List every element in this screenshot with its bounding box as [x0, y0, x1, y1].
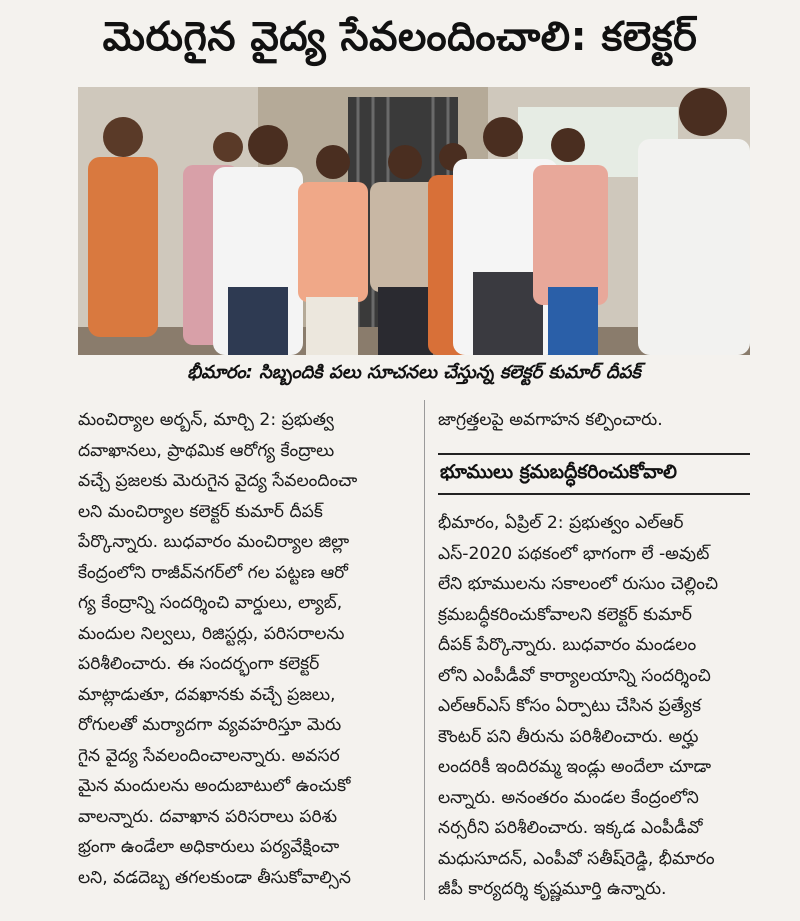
- text-line: వాలన్నారు. దవాఖాన పరిసరాలు పరిశు: [78, 806, 338, 827]
- text-line: గ్య కేంద్రాన్ని సందర్శించి వార్డులు, ల్యాబ్,: [78, 593, 343, 613]
- text-line: మాట్లాడుతూ, దవఖానకు వచ్చే ప్రజలు,: [78, 684, 336, 705]
- text-line: మంచిర్యాల అర్బన్, మార్చి 2: ప్రభుత్వ: [78, 410, 334, 430]
- text-line: ఎల్‌ఆర్‌ఎస్ కోసం ఏర్పాటు చేసిన ప్రత్యేక: [438, 696, 701, 716]
- news-photo: [78, 87, 750, 355]
- text-line: వచ్చే ప్రజలకు మెరుగైన వైద్య సేవలందించా: [78, 471, 358, 491]
- text-line: కౌంటర్ పని తీరును పరిశీలించారు. అర్హు: [438, 726, 699, 747]
- text-line: దీపక్ పేర్కొన్నారు. బుధవారం మండలం: [438, 635, 697, 655]
- text-line: నర్సరీని పరిశీలించారు. ఇక్కడ ఎంపీడీవో: [438, 818, 703, 838]
- text-line: దవాఖానలు, ప్రాథమిక ఆరోగ్య కేంద్రాలు: [78, 440, 335, 461]
- text-line: మధుసూదన్, ఎంపీవో సతీష్‌రెడ్డి, భీమారం: [438, 848, 715, 869]
- subheading: భూములు క్రమబద్ధీకరించుకోవాలి: [440, 460, 677, 483]
- text-line: భ్రంగా ఉండేలా అధికారులు పర్యవేక్షించా: [78, 837, 340, 857]
- text-line: మందుల నిల్వలు, రిజిస్టర్లు, పరిసరాలను: [78, 623, 345, 644]
- photo-caption: భీమారం: సిబ్బందికి పలు సూచనలు చేస్తున్న కలెక్టర్ కుమార్ దీపక్: [187, 362, 641, 383]
- text-line: పరిశీలించారు. ఈ సందర్భంగా కలెక్టర్: [78, 654, 320, 674]
- column-divider: [424, 400, 425, 900]
- article-body-column-1: [78, 405, 413, 893]
- photo-illustration: [78, 87, 750, 355]
- subheading-box: [438, 453, 750, 495]
- text-line: కేంద్రంలోని రాజీవ్‌నగర్‌లో గల పట్టణ ఆరో: [78, 562, 348, 583]
- article-body-column-2: [438, 508, 750, 905]
- text-line: లన్నారు. అనంతరం మండల కేంద్రంలోని: [438, 787, 699, 808]
- headline: మెరుగైన వైద్య సేవలందించాలి: కలెక్టర్: [102, 14, 698, 60]
- text-line: రోగులతో మర్యాదగా వ్యవహరిస్తూ మెరు: [78, 715, 342, 735]
- text-line: లోని ఎంపీడీవో కార్యాలయాన్ని సందర్శించి: [438, 665, 711, 686]
- text-line: జీపీ కార్యదర్శి కృష్ణమూర్తి ఉన్నారు.: [438, 879, 667, 899]
- text-line: క్రమబద్ధీకరించుకోవాలని కలెక్టర్ కుమార్: [438, 604, 692, 625]
- text-line: మైన మందులను అందుబాటులో ఉంచుకో: [78, 776, 351, 796]
- text-line: లందరికీ ఇందిరమ్మ ఇండ్లు అందేలా చూడా: [438, 757, 712, 777]
- text-line: పేర్కొన్నారు. బుధవారం మంచిర్యాల జిల్లా: [78, 532, 350, 552]
- text-line: లని మంచిర్యాల కలెక్టర్ కుమార్ దీపక్: [78, 501, 323, 522]
- article-continuation: [438, 405, 750, 436]
- text-line: జాగ్రత్తలపై అవగాహన కల్పించారు.: [438, 410, 663, 430]
- text-line: లని, వడదెబ్బ తగలకుండా తీసుకోవాల్సిన: [78, 867, 351, 888]
- text-line: భీమారం, ఏప్రిల్ 2: ప్రభుత్వం ఎల్‌ఆర్: [438, 513, 684, 533]
- text-line: ఎస్-2020 పథకంలో భాగంగా లే -అవుట్: [438, 543, 710, 564]
- text-line: గైన వైద్య సేవలందించాలన్నారు. అవసర: [78, 745, 340, 766]
- text-line: లేని భూములను సకాలంలో రుసుం చెల్లించి: [438, 574, 719, 594]
